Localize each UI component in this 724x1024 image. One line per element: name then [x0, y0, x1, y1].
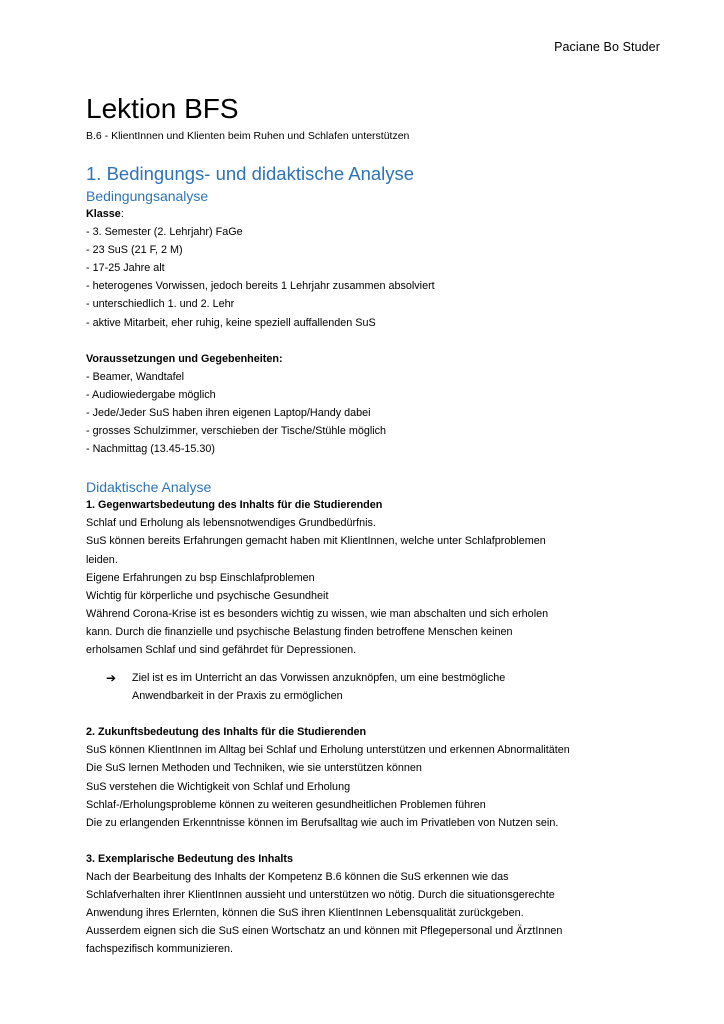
- document-title: Lektion BFS: [86, 93, 239, 124]
- klasse-item: - 17-25 Jahre alt: [86, 262, 165, 275]
- exemplarisch-line: Anwendung ihres Erlernten, können die SuS ihren KlientInnen Lebensqualität zurückgeben.: [86, 907, 524, 920]
- voraussetzungen-item: - Audiowiedergabe möglich: [86, 388, 216, 401]
- subheading-didaktische-analyse: Didaktische Analyse: [86, 479, 212, 496]
- voraussetzungen-label: Voraussetzungen und Gegebenheiten:: [86, 352, 283, 365]
- klasse-label: Klasse: [86, 208, 121, 220]
- arrow-right-icon: ➔: [106, 671, 117, 686]
- goal-callout: [86, 669, 646, 705]
- exemplarisch-line: fachspezifisch kommunizieren.: [86, 943, 234, 956]
- zukunft-label: 2. Zukunftsbedeutung des Inhalts für die Studierenden: [86, 726, 367, 739]
- voraussetzungen-item: - Beamer, Wandtafel: [86, 370, 185, 383]
- zukunft-line: Die SuS lernen Methoden und Techniken, wie sie unterstützen können: [86, 762, 422, 775]
- gegenwart-line: SuS können bereits Erfahrungen gemacht haben mit KlientInnen, welche unter Schlafproblemen: [86, 535, 546, 548]
- klasse-colon: :: [120, 208, 124, 220]
- klasse-item: - 3. Semester (2. Lehrjahr) FaGe: [86, 226, 243, 239]
- klasse-item: - unterschiedlich 1. und 2. Lehr: [86, 298, 235, 311]
- exemplarisch-line: Schlafverhalten ihrer KlientInnen aussieht und unterstützen wo nötig. Durch die situationsgerechte: [86, 889, 555, 901]
- goal-line: Ziel ist es im Unterricht an das Vorwissen anzuknöpfen, um eine bestmögliche: [132, 672, 506, 685]
- gegenwart-line: kann. Durch die finanzielle und psychische Belastung finden betroffene Menschen keinen: [86, 625, 513, 638]
- exemplarisch-line: Ausserdem eignen sich die SuS einen Wortschatz an und können mit Pflegepersonal und ÄrztInnen: [86, 925, 563, 938]
- klasse-item: - 23 SuS (21 F, 2 M): [86, 244, 183, 257]
- voraussetzungen-item: - Nachmittag (13.45-15.30): [86, 443, 216, 456]
- zukunft-line: Die zu erlangenden Erkenntnisse können im Berufsalltag wie auch im Privatleben von Nutzen sein.: [86, 816, 559, 829]
- klasse-item: - heterogenes Vorwissen, jedoch bereits 1 Lehrjahr zusammen absolviert: [86, 280, 435, 293]
- document-body: [86, 92, 646, 958]
- exemplarisch-line: Nach der Bearbeitung des Inhalts der Kompetenz B.6 können die SuS erkennen wie das: [86, 870, 509, 883]
- gegenwart-label: 1. Gegenwartsbedeutung des Inhalts für die Studierenden: [86, 499, 383, 512]
- gegenwart-line: Eigene Erfahrungen zu bsp Einschlafproblemen: [86, 571, 315, 584]
- gegenwart-line: leiden.: [86, 553, 118, 566]
- document-subtitle: B.6 - KlientInnen und Klienten beim Ruhen und Schlafen unterstützen: [86, 130, 410, 142]
- section-heading-analyse: 1. Bedingungs- und didaktische Analyse: [86, 163, 415, 184]
- author-name: Paciane Bo Studer: [554, 40, 660, 54]
- goal-line: Anwendbarkeit in der Praxis zu ermöglichen: [132, 690, 343, 703]
- gegenwart-line: erholsamen Schlaf und sind gefährdet für Depressionen.: [86, 643, 357, 656]
- voraussetzungen-item: - grosses Schulzimmer, verschieben der Tische/Stühle möglich: [86, 425, 387, 438]
- exemplarisch-label: 3. Exemplarische Bedeutung des Inhalts: [86, 852, 294, 865]
- klasse-label-line: [86, 205, 646, 223]
- gegenwart-line: Während Corona-Krise ist es besonders wichtig zu wissen, wie man abschalten und sich erholen: [86, 607, 549, 620]
- gegenwart-line: Schlaf und Erholung als lebensnotwendiges Grundbedürfnis.: [86, 517, 376, 530]
- subheading-bedingungsanalyse: Bedingungsanalyse: [86, 188, 209, 204]
- gegenwart-line: Wichtig für körperliche und psychische Gesundheit: [86, 589, 329, 602]
- zukunft-line: SuS verstehen die Wichtigkeit von Schlaf und Erholung: [86, 780, 351, 793]
- zukunft-line: SuS können KlientInnen im Alltag bei Schlaf und Erholung unterstützen und erkennen Abnormalitäten: [86, 744, 570, 757]
- klasse-item: - aktive Mitarbeit, eher ruhig, keine speziell auffallenden SuS: [86, 316, 376, 329]
- zukunft-line: Schlaf-/Erholungsprobleme können zu weiteren gesundheitlichen Problemen führen: [86, 798, 486, 811]
- voraussetzungen-item: - Jede/Jeder SuS haben ihren eigenen Laptop/Handy dabei: [86, 406, 371, 419]
